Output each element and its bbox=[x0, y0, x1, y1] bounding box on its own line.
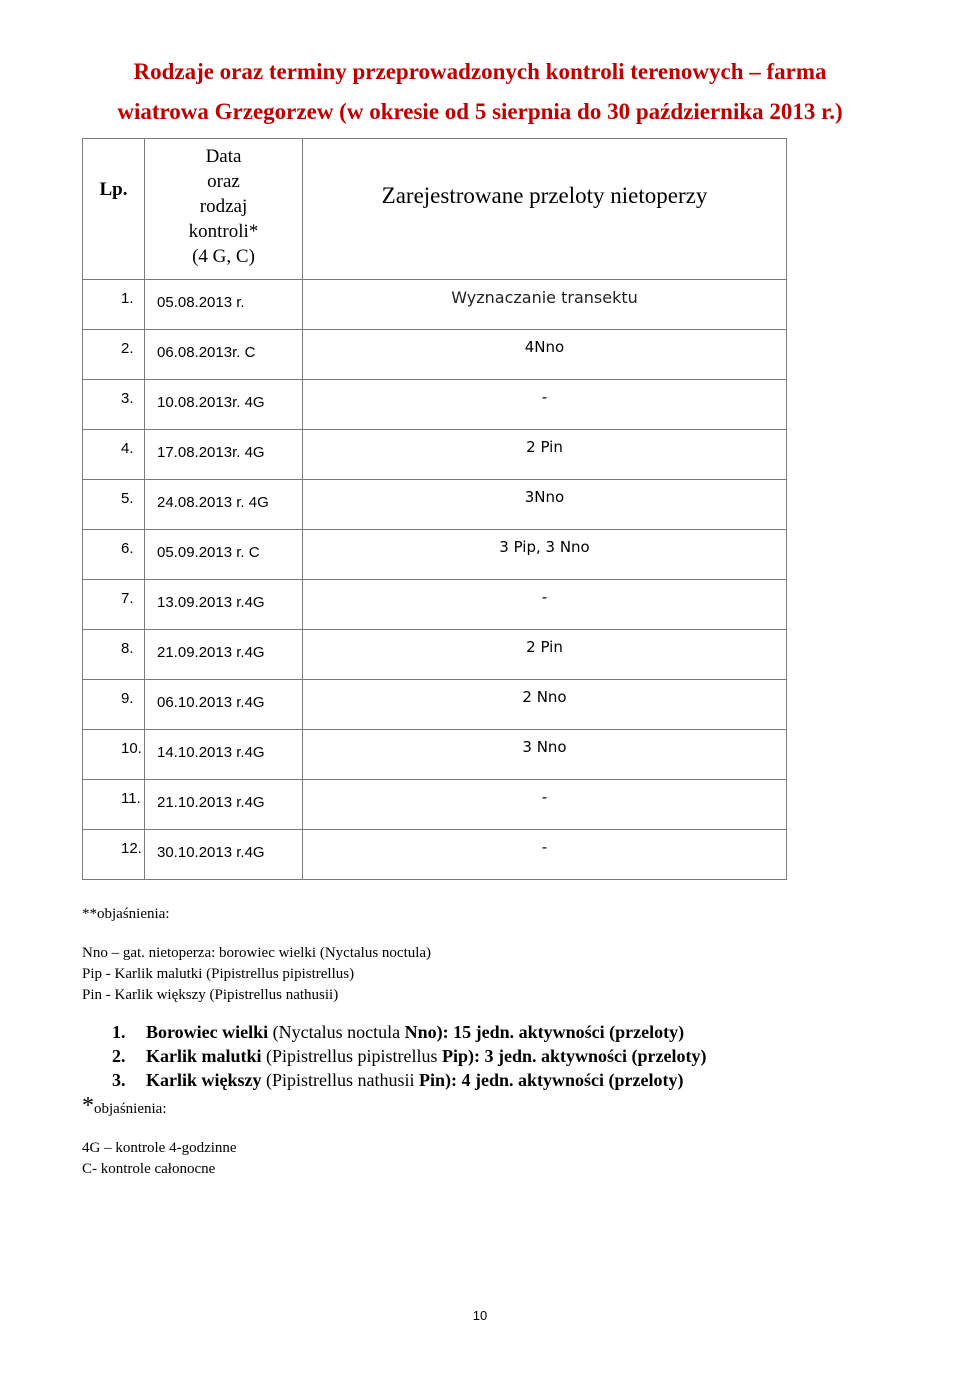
row-recorded: - bbox=[303, 780, 787, 830]
table-row bbox=[83, 630, 787, 680]
row-recorded: 3 Nno bbox=[303, 730, 787, 780]
table-row bbox=[83, 580, 787, 630]
table-row bbox=[83, 730, 787, 780]
header-date bbox=[145, 139, 303, 280]
table-row bbox=[83, 380, 787, 430]
species-legend-line: Pip - Karlik malutki (Pipistrellus pipistrellus) bbox=[82, 966, 355, 982]
row-recorded: 2 Nno bbox=[303, 680, 787, 730]
summary-number: 3. bbox=[112, 1070, 126, 1090]
table-row bbox=[83, 480, 787, 530]
control-legend-heading-text: objaśnienia: bbox=[94, 1101, 167, 1117]
table-row bbox=[83, 330, 787, 380]
header-date-line: (4 G, C) bbox=[192, 246, 255, 267]
table-row bbox=[83, 530, 787, 580]
summary-result: ): 4 jedn. aktywności (przeloty) bbox=[445, 1070, 684, 1090]
summary-code: Nno bbox=[404, 1022, 437, 1042]
species-legend-line: Nno – gat. nietoperza: borowiec wielki (Nyctalus noctula) bbox=[82, 945, 432, 961]
row-date: 21.09.2013 r.4G bbox=[145, 630, 303, 680]
list-item bbox=[112, 1020, 932, 1044]
control-legend-line: C- kontrole całonocne bbox=[82, 1161, 216, 1177]
row-lp: 6. bbox=[83, 530, 145, 580]
summary-latin-name: (Pipistrellus nathusii bbox=[261, 1070, 419, 1090]
header-recorded: Zarejestrowane przeloty nietoperzy bbox=[303, 139, 787, 280]
asterisk-mark: * bbox=[82, 1093, 94, 1119]
title-line-2: wiatrowa Grzegorzew (w okresie od 5 sierpnia do 30 października 2013 r.) bbox=[117, 99, 843, 124]
table-row bbox=[83, 830, 787, 880]
row-date: 06.10.2013 r.4G bbox=[145, 680, 303, 730]
row-date: 13.09.2013 r.4G bbox=[145, 580, 303, 630]
summary-number: 1. bbox=[112, 1022, 126, 1042]
list-item bbox=[112, 1044, 932, 1068]
summary-result: ): 3 jedn. aktywności (przeloty) bbox=[468, 1046, 707, 1066]
row-lp: 3. bbox=[83, 380, 145, 430]
list-item bbox=[112, 1068, 932, 1092]
summary-species-name: Borowiec wielki bbox=[146, 1022, 269, 1042]
inspections-table bbox=[82, 138, 787, 880]
row-lp: 5. bbox=[83, 480, 145, 530]
row-lp: 10. bbox=[83, 730, 145, 780]
row-date: 30.10.2013 r.4G bbox=[145, 830, 303, 880]
summary-species-name: Karlik malutki bbox=[146, 1046, 262, 1066]
species-legend-line: Pin - Karlik większy (Pipistrellus nathusii) bbox=[82, 987, 339, 1003]
header-lp: Lp. bbox=[83, 139, 145, 280]
table-row bbox=[83, 430, 787, 480]
row-date: 21.10.2013 r.4G bbox=[145, 780, 303, 830]
row-date: 10.08.2013r. 4G bbox=[145, 380, 303, 430]
row-lp: 4. bbox=[83, 430, 145, 480]
row-date: 24.08.2013 r. 4G bbox=[145, 480, 303, 530]
species-legend bbox=[82, 904, 922, 1006]
page-number: 10 bbox=[472, 1308, 488, 1323]
row-recorded: - bbox=[303, 830, 787, 880]
row-recorded: 4Nno bbox=[303, 330, 787, 380]
row-lp: 2. bbox=[83, 330, 145, 380]
summary-number: 2. bbox=[112, 1046, 126, 1066]
activity-summary-list bbox=[112, 1020, 932, 1092]
title-line-1: Rodzaje oraz terminy przeprowadzonych kontroli terenowych – farma bbox=[133, 59, 827, 84]
row-recorded: Wyznaczanie transektu bbox=[303, 280, 787, 330]
summary-latin-name: (Pipistrellus pipistrellus bbox=[261, 1046, 443, 1066]
summary-species-name: Karlik większy bbox=[146, 1070, 262, 1090]
row-recorded: 2 Pin bbox=[303, 630, 787, 680]
table-row bbox=[83, 680, 787, 730]
summary-code: Pip bbox=[442, 1046, 469, 1066]
table-header-row bbox=[83, 139, 787, 280]
species-legend-heading: **objaśnienia: bbox=[82, 906, 170, 922]
row-lp: 12. bbox=[83, 830, 145, 880]
row-lp: 9. bbox=[83, 680, 145, 730]
row-recorded: - bbox=[303, 580, 787, 630]
row-recorded: 3 Pip, 3 Nno bbox=[303, 530, 787, 580]
row-date: 05.09.2013 r. C bbox=[145, 530, 303, 580]
header-date-line: rodzaj bbox=[199, 196, 248, 217]
row-recorded: - bbox=[303, 380, 787, 430]
row-date: 05.08.2013 r. bbox=[145, 280, 303, 330]
control-legend-heading bbox=[82, 1093, 922, 1120]
control-legend-line: 4G – kontrole 4-godzinne bbox=[82, 1140, 237, 1156]
row-date: 17.08.2013r. 4G bbox=[145, 430, 303, 480]
control-legend bbox=[82, 1093, 922, 1180]
summary-latin-name: (Nyctalus noctula bbox=[268, 1022, 405, 1042]
summary-code: Pin bbox=[419, 1070, 446, 1090]
row-lp: 11. bbox=[83, 780, 145, 830]
row-recorded: 2 Pin bbox=[303, 430, 787, 480]
row-date: 14.10.2013 r.4G bbox=[145, 730, 303, 780]
row-lp: 1. bbox=[83, 280, 145, 330]
table-row bbox=[83, 780, 787, 830]
header-date-line: kontroli* bbox=[188, 221, 259, 242]
summary-result: ): 15 jedn. aktywności (przeloty) bbox=[436, 1022, 685, 1042]
document-title bbox=[60, 52, 900, 132]
table-row bbox=[83, 280, 787, 330]
header-date-line: Data bbox=[205, 146, 242, 167]
row-recorded: 3Nno bbox=[303, 480, 787, 530]
row-lp: 8. bbox=[83, 630, 145, 680]
row-lp: 7. bbox=[83, 580, 145, 630]
row-date: 06.08.2013r. C bbox=[145, 330, 303, 380]
header-date-line: oraz bbox=[207, 171, 240, 192]
